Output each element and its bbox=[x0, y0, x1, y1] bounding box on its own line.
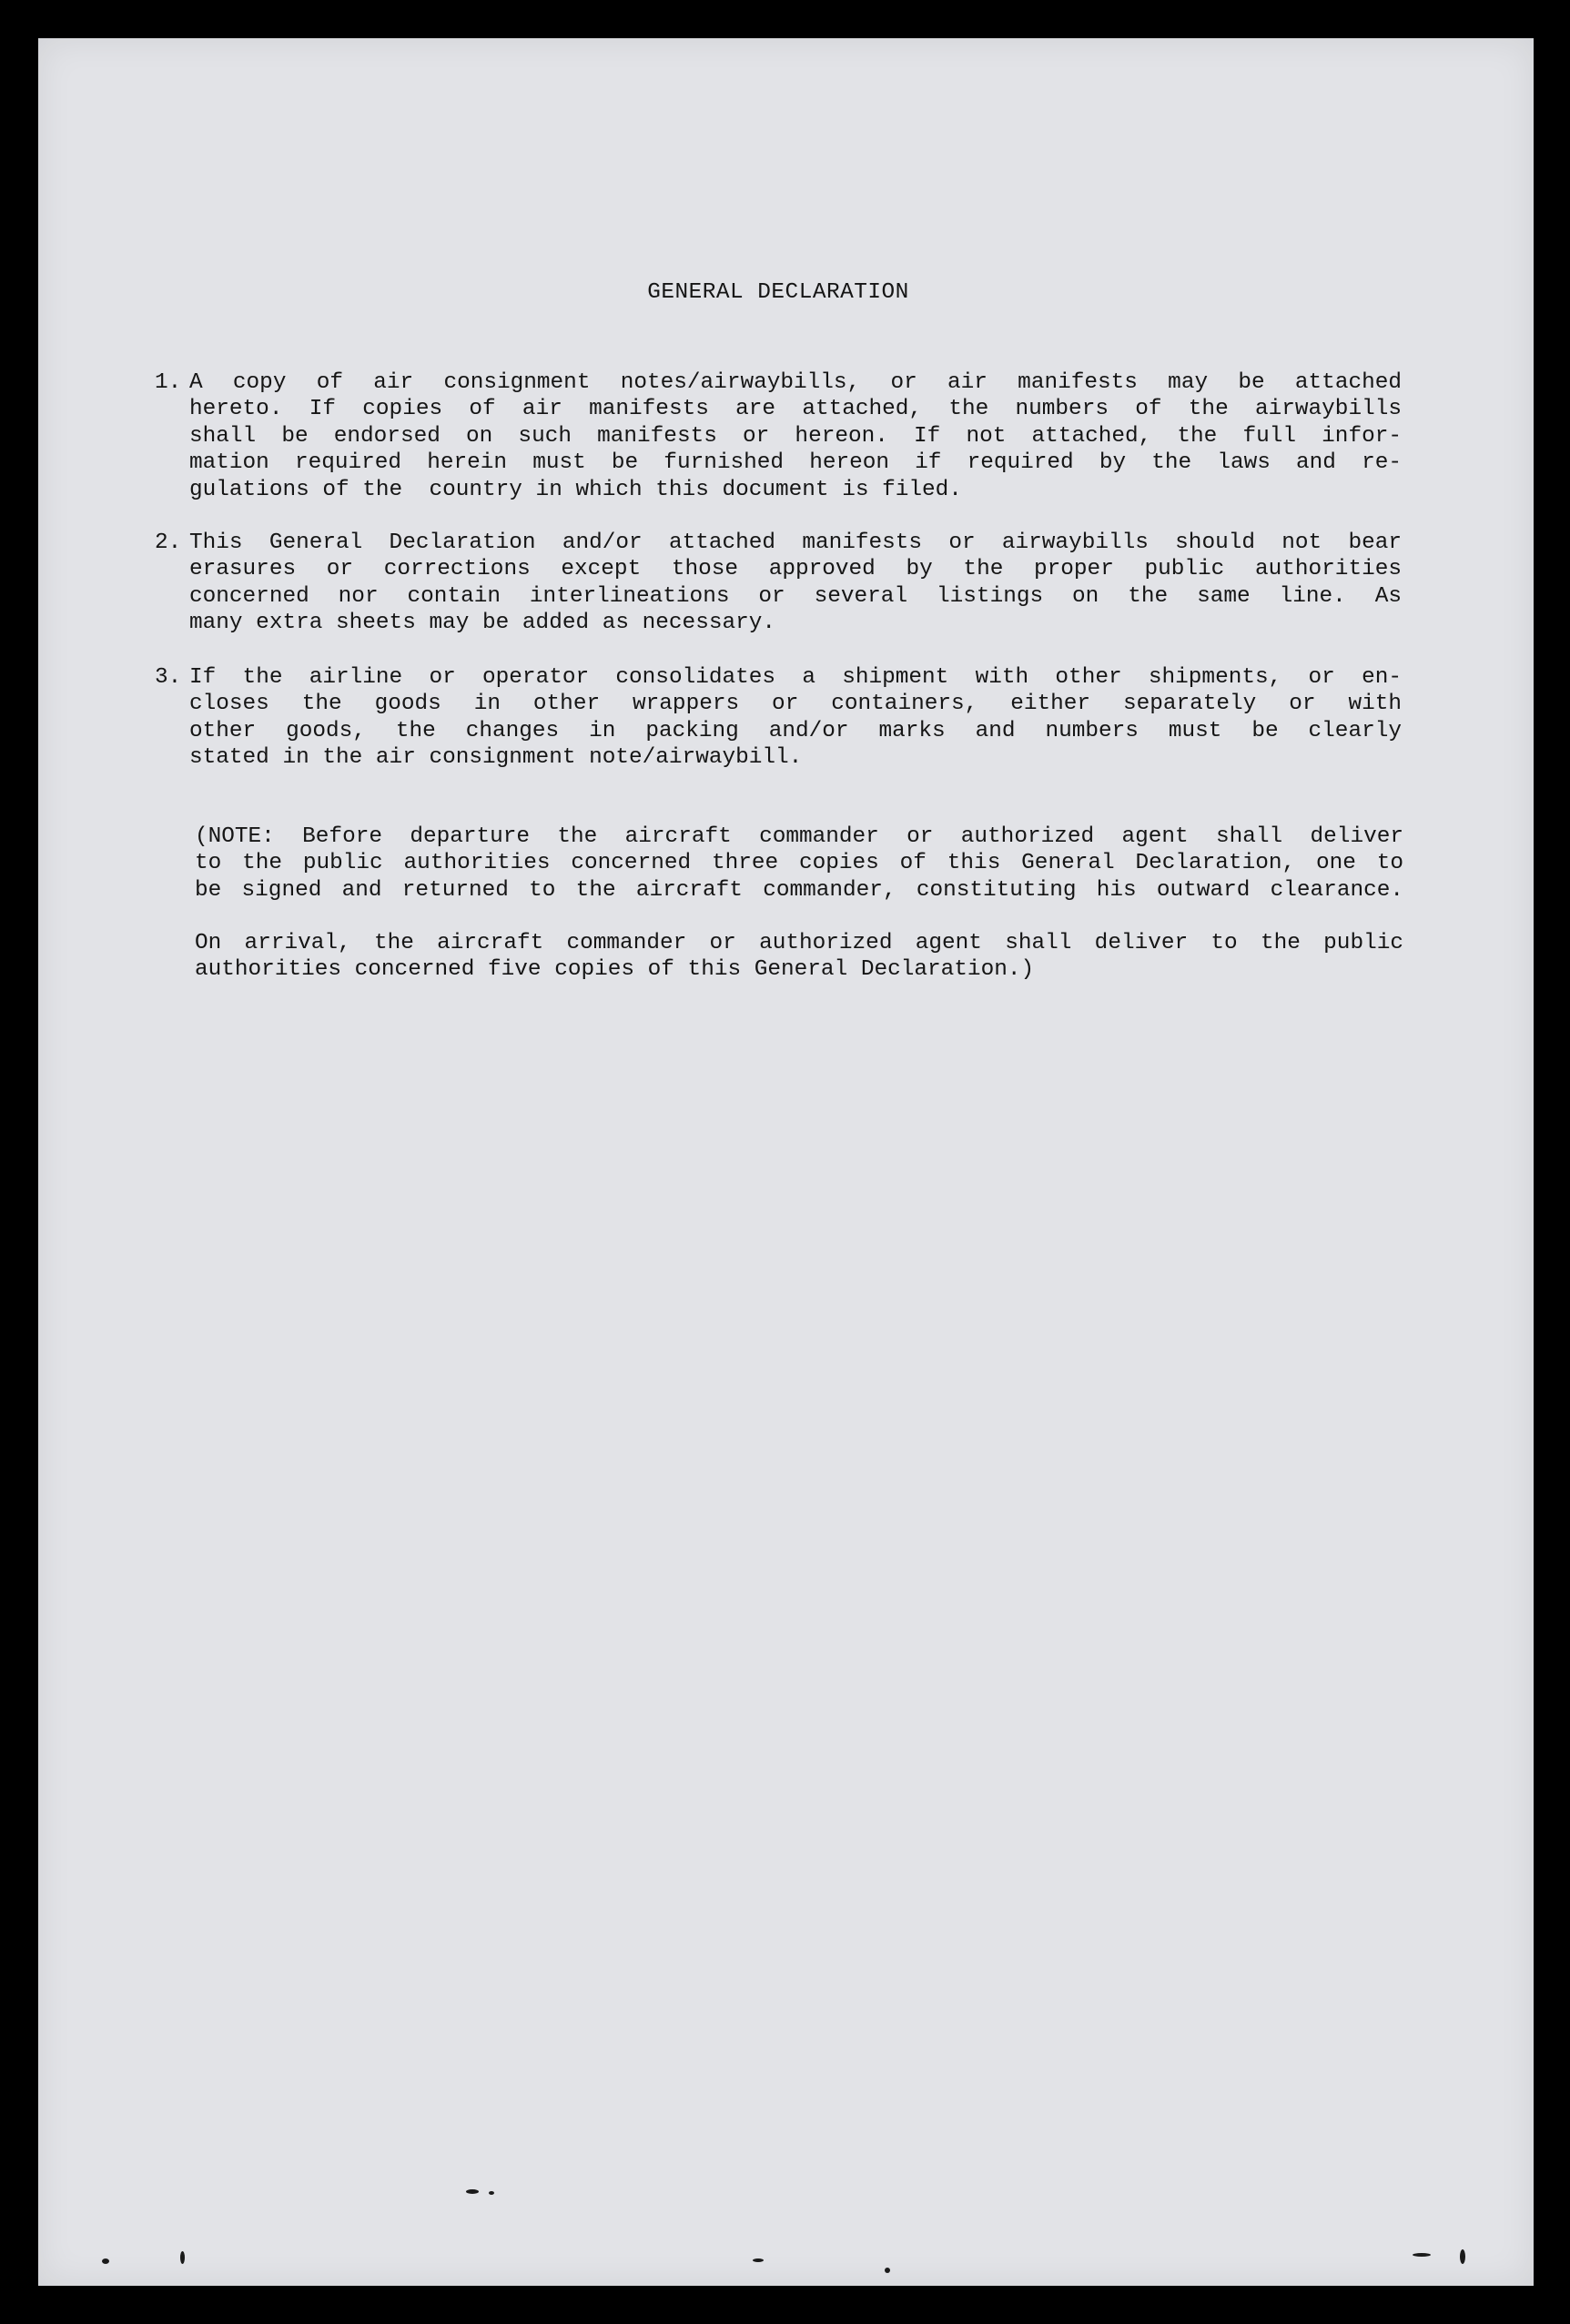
item-line: shall be endorsed on such manifests or hereon. If not attached, the full infor- bbox=[189, 423, 1402, 449]
note-paragraph-2 bbox=[195, 930, 1403, 984]
item-line: stated in the air consignment note/airwaybill. bbox=[189, 745, 803, 771]
item-line: hereto. If copies of air manifests are attached, the numbers of the airwaybills bbox=[189, 397, 1402, 422]
note-line: authorities concerned five copies of this General Declaration.) bbox=[195, 957, 1035, 983]
list-item-1 bbox=[155, 369, 1402, 503]
note-line: (NOTE: Before departure the aircraft commander or authorized agent shall deliver bbox=[195, 824, 1403, 849]
item-line: concerned nor contain interlineations or several listings on the same line. As bbox=[189, 583, 1402, 609]
note-paragraph-1 bbox=[195, 824, 1403, 904]
item-number: 1. bbox=[155, 370, 182, 395]
item-line: many extra sheets may be added as necessary. bbox=[189, 611, 776, 636]
item-line: This General Declaration and/or attached manifests or airwaybills should not bear bbox=[189, 530, 1402, 555]
item-number: 3. bbox=[155, 665, 182, 690]
item-line: other goods, the changes in packing and/or marks and numbers must be clearly bbox=[189, 718, 1402, 743]
document-sheet bbox=[38, 38, 1534, 2286]
scan-speck bbox=[1413, 2253, 1431, 2257]
item-line: gulations of the country in which this document is filed. bbox=[189, 477, 962, 502]
scan-speck bbox=[102, 2258, 109, 2264]
scan-speck bbox=[489, 2191, 494, 2195]
list-item-3 bbox=[155, 664, 1402, 772]
item-line: mation required herein must be furnished hereon if required by the laws and re- bbox=[189, 450, 1402, 476]
list-item-2 bbox=[155, 530, 1402, 637]
note-line: be signed and returned to the aircraft commander, constituting his outward clearance. bbox=[195, 877, 1403, 903]
scan-speck bbox=[885, 2268, 890, 2273]
scan-speck bbox=[753, 2258, 764, 2262]
note-line: to the public authorities concerned three copies of this General Declaration, one to bbox=[195, 851, 1403, 876]
note-line: On arrival, the aircraft commander or authorized agent shall deliver to the public bbox=[195, 931, 1403, 955]
item-line: erasures or corrections except those approved by the proper public authorities bbox=[189, 557, 1402, 582]
item-line: A copy of air consignment notes/airwaybills, or air manifests may be attached bbox=[189, 370, 1402, 395]
item-line: closes the goods in other wrappers or containers, either separately or with bbox=[189, 692, 1402, 717]
item-number: 2. bbox=[155, 530, 182, 555]
scan-speck bbox=[1460, 2249, 1465, 2264]
item-line: If the airline or operator consolidates a shipment with other shipments, or en- bbox=[189, 665, 1402, 690]
scan-speck bbox=[466, 2189, 479, 2194]
document-title: GENERAL DECLARATION bbox=[647, 280, 909, 305]
scan-speck bbox=[180, 2251, 185, 2264]
